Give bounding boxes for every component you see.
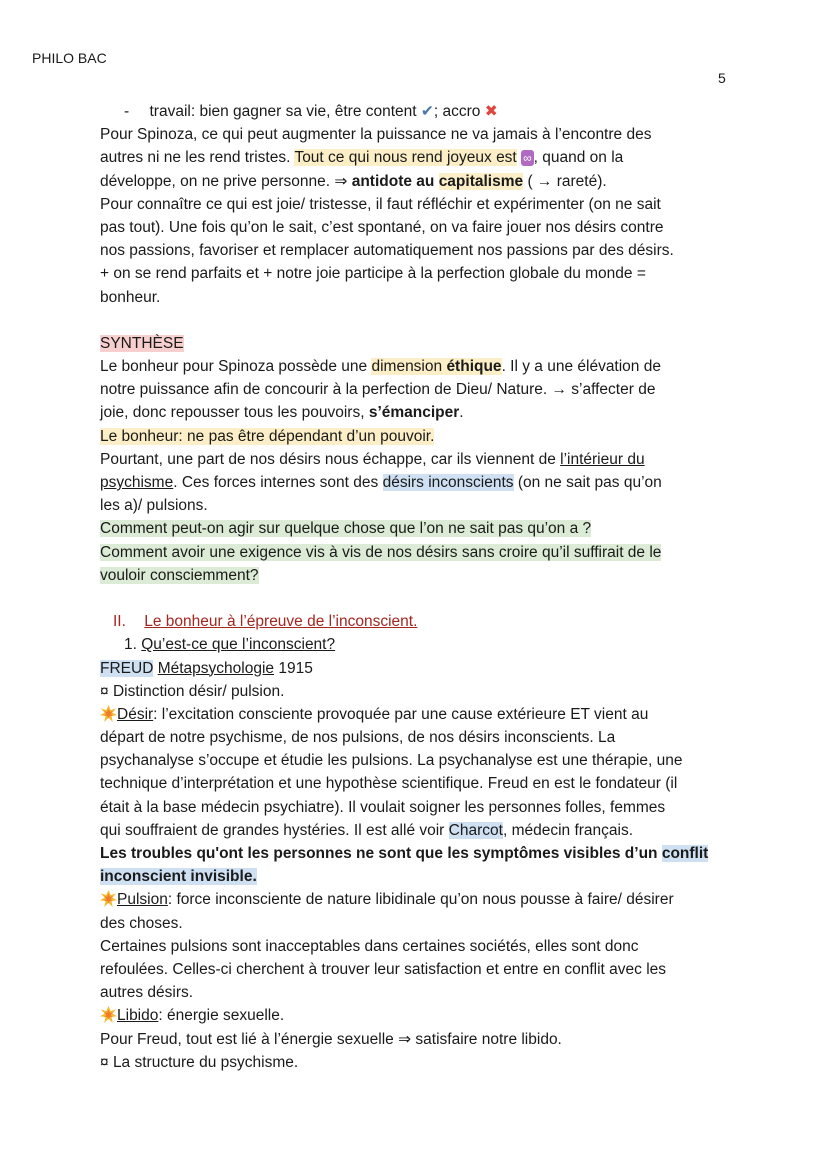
paragraph-line: refoulées. Celles-ci cherchent à trouver leur satisfaction et entre en conflit avec les [100,960,667,978]
paragraph-line: technique d’interprétation et une hypothèse scientifique. Freud en est le fondateur (il [100,775,678,793]
work-bullet-line [100,100,730,123]
paragraph-line: qui souffraient de grandes hystéries. Il est allé voir Charcot, médecin français. [100,821,634,839]
paragraph-line [100,425,730,448]
collision-icon [100,705,117,722]
section-heading: II. Le bonheur à l’épreuve de l’inconscient. [113,613,418,631]
accro-text: ; accro [433,103,481,120]
paragraph-line: des choses. [100,914,183,932]
bold-statement: Les troubles qu'ont les personnes ne sont que les symptômes visibles d’un conflit [100,845,709,862]
paragraph-line: Pour Freud, tout est lié à l’énergie sexuelle ⇒ satisfaire notre libido. [100,1030,562,1048]
definition-libido: Libido: énergie sexuelle. [100,1004,730,1027]
highlight-bonheur-pouvoir: Le bonheur: ne pas être dépendant d’un pouvoir. [100,427,435,445]
definition-pulsion: Pulsion: force inconsciente de nature libidinale qu’on nous pousse à faire/ désirer [100,888,730,911]
bullet-icon: ¤ [100,682,109,700]
paragraph-line: pas tout). Une fois qu’on le sait, c’est spontané, on va faire jouer nos désirs contre [100,218,664,236]
page-number: 5 [718,70,726,86]
collision-icon [100,890,117,907]
definition-desir: Désir: l’excitation consciente provoquée par une cause extérieure ET vient au [100,703,730,726]
question-line: vouloir consciemment? [100,566,259,584]
paragraph-line: autres ni ne les rend tristes. Tout ce qui nous rend joyeux est ∞ , quand on la [100,149,624,167]
paragraph-line: développe, on ne prive personne. ⇒ antidote au capitalisme ( → rareté). [100,172,607,190]
paragraph-line: était à la base médecin psychiatre). Il voulait soigner les personnes folles, femmes [100,798,666,816]
paragraph-line: Pour Spinoza, ce qui peut augmenter la puissance ne va jamais à l’encontre des [100,126,652,144]
synthese-heading: SYNTHÈSE [100,334,184,352]
highlight-desirs-inconscients: désirs inconscients [382,474,514,491]
bold-statement: inconscient invisible. [100,868,257,886]
bullet-icon: ¤ [100,1053,109,1071]
question-line: Comment avoir une exigence vis à vis de nos désirs sans croire qu’il suffirait de le [100,543,662,561]
highlight-charcot: Charcot [448,821,503,839]
highlight-joy: Tout ce qui nous rend joyeux est [294,149,517,167]
highlight-dimension-ethique: dimension éthique [371,358,502,376]
paragraph-line: nos passions, favoriser et remplacer automatiquement nos passions par des désirs. [100,242,674,260]
bullet-line: ¤ La structure du psychisme. [100,1053,299,1071]
check-icon: ✔ [420,103,434,120]
reference-line: FREUD Métapsychologie 1915 [100,659,313,677]
paragraph-line: psychisme. Ces forces internes sont des désirs inconscients (on ne sait pas qu’on [100,474,662,491]
page-content [100,100,730,1074]
work-text: travail: bien gagner sa vie, être content [149,103,417,120]
paragraph-line: Le bonheur pour Spinoza possède une dimension éthique. Il y a une élévation de [100,358,661,376]
paragraph-line: joie, donc repousser tous les pouvoirs, s’émanciper. [100,404,464,422]
paragraph-line: bonheur. [100,288,161,306]
paragraph-line: départ de notre psychisme, de nos pulsions, de nos désirs inconscients. La [100,729,616,747]
paragraph-line: + on se rend parfaits et + notre joie participe à la perfection globale du monde = [100,265,646,283]
collision-icon [100,1006,117,1023]
infinity-icon: ∞ [523,151,532,166]
paragraph-line: Pourtant, une part de nos désirs nous échappe, car ils viennent de l’intérieur du [100,450,645,468]
question-line: Comment peut-on agir sur quelque chose que l’on ne sait pas qu’on a ? [100,520,592,538]
paragraph-line: Pour connaître ce qui est joie/ tristesse, il faut réfléchir et expérimenter (on ne sait [100,195,661,213]
paragraph-line: les a)/ pulsions. [100,497,208,515]
paragraph-line: Certaines pulsions sont inacceptables dans certaines sociétés, elles sont donc [100,937,639,955]
highlight-capitalisme: capitalisme [438,172,524,190]
subsection-heading: 1. Qu’est-ce que l’inconscient? [124,636,336,654]
paragraph-line: notre puissance afin de concourir à la perfection de Dieu/ Nature. → s’affecter de [100,381,656,399]
cross-icon: ✖ [484,103,498,120]
author-highlight: FREUD [100,659,154,677]
paragraph-line: psychanalyse s’occupe et étudie les pulsions. La psychanalyse est une thérapie, une [100,752,683,770]
bullet-line: ¤ Distinction désir/ pulsion. [100,682,285,700]
document-header-title: PHILO BAC [32,50,107,66]
paragraph-line: autres désirs. [100,984,194,1002]
dash-bullet: - [124,103,130,120]
